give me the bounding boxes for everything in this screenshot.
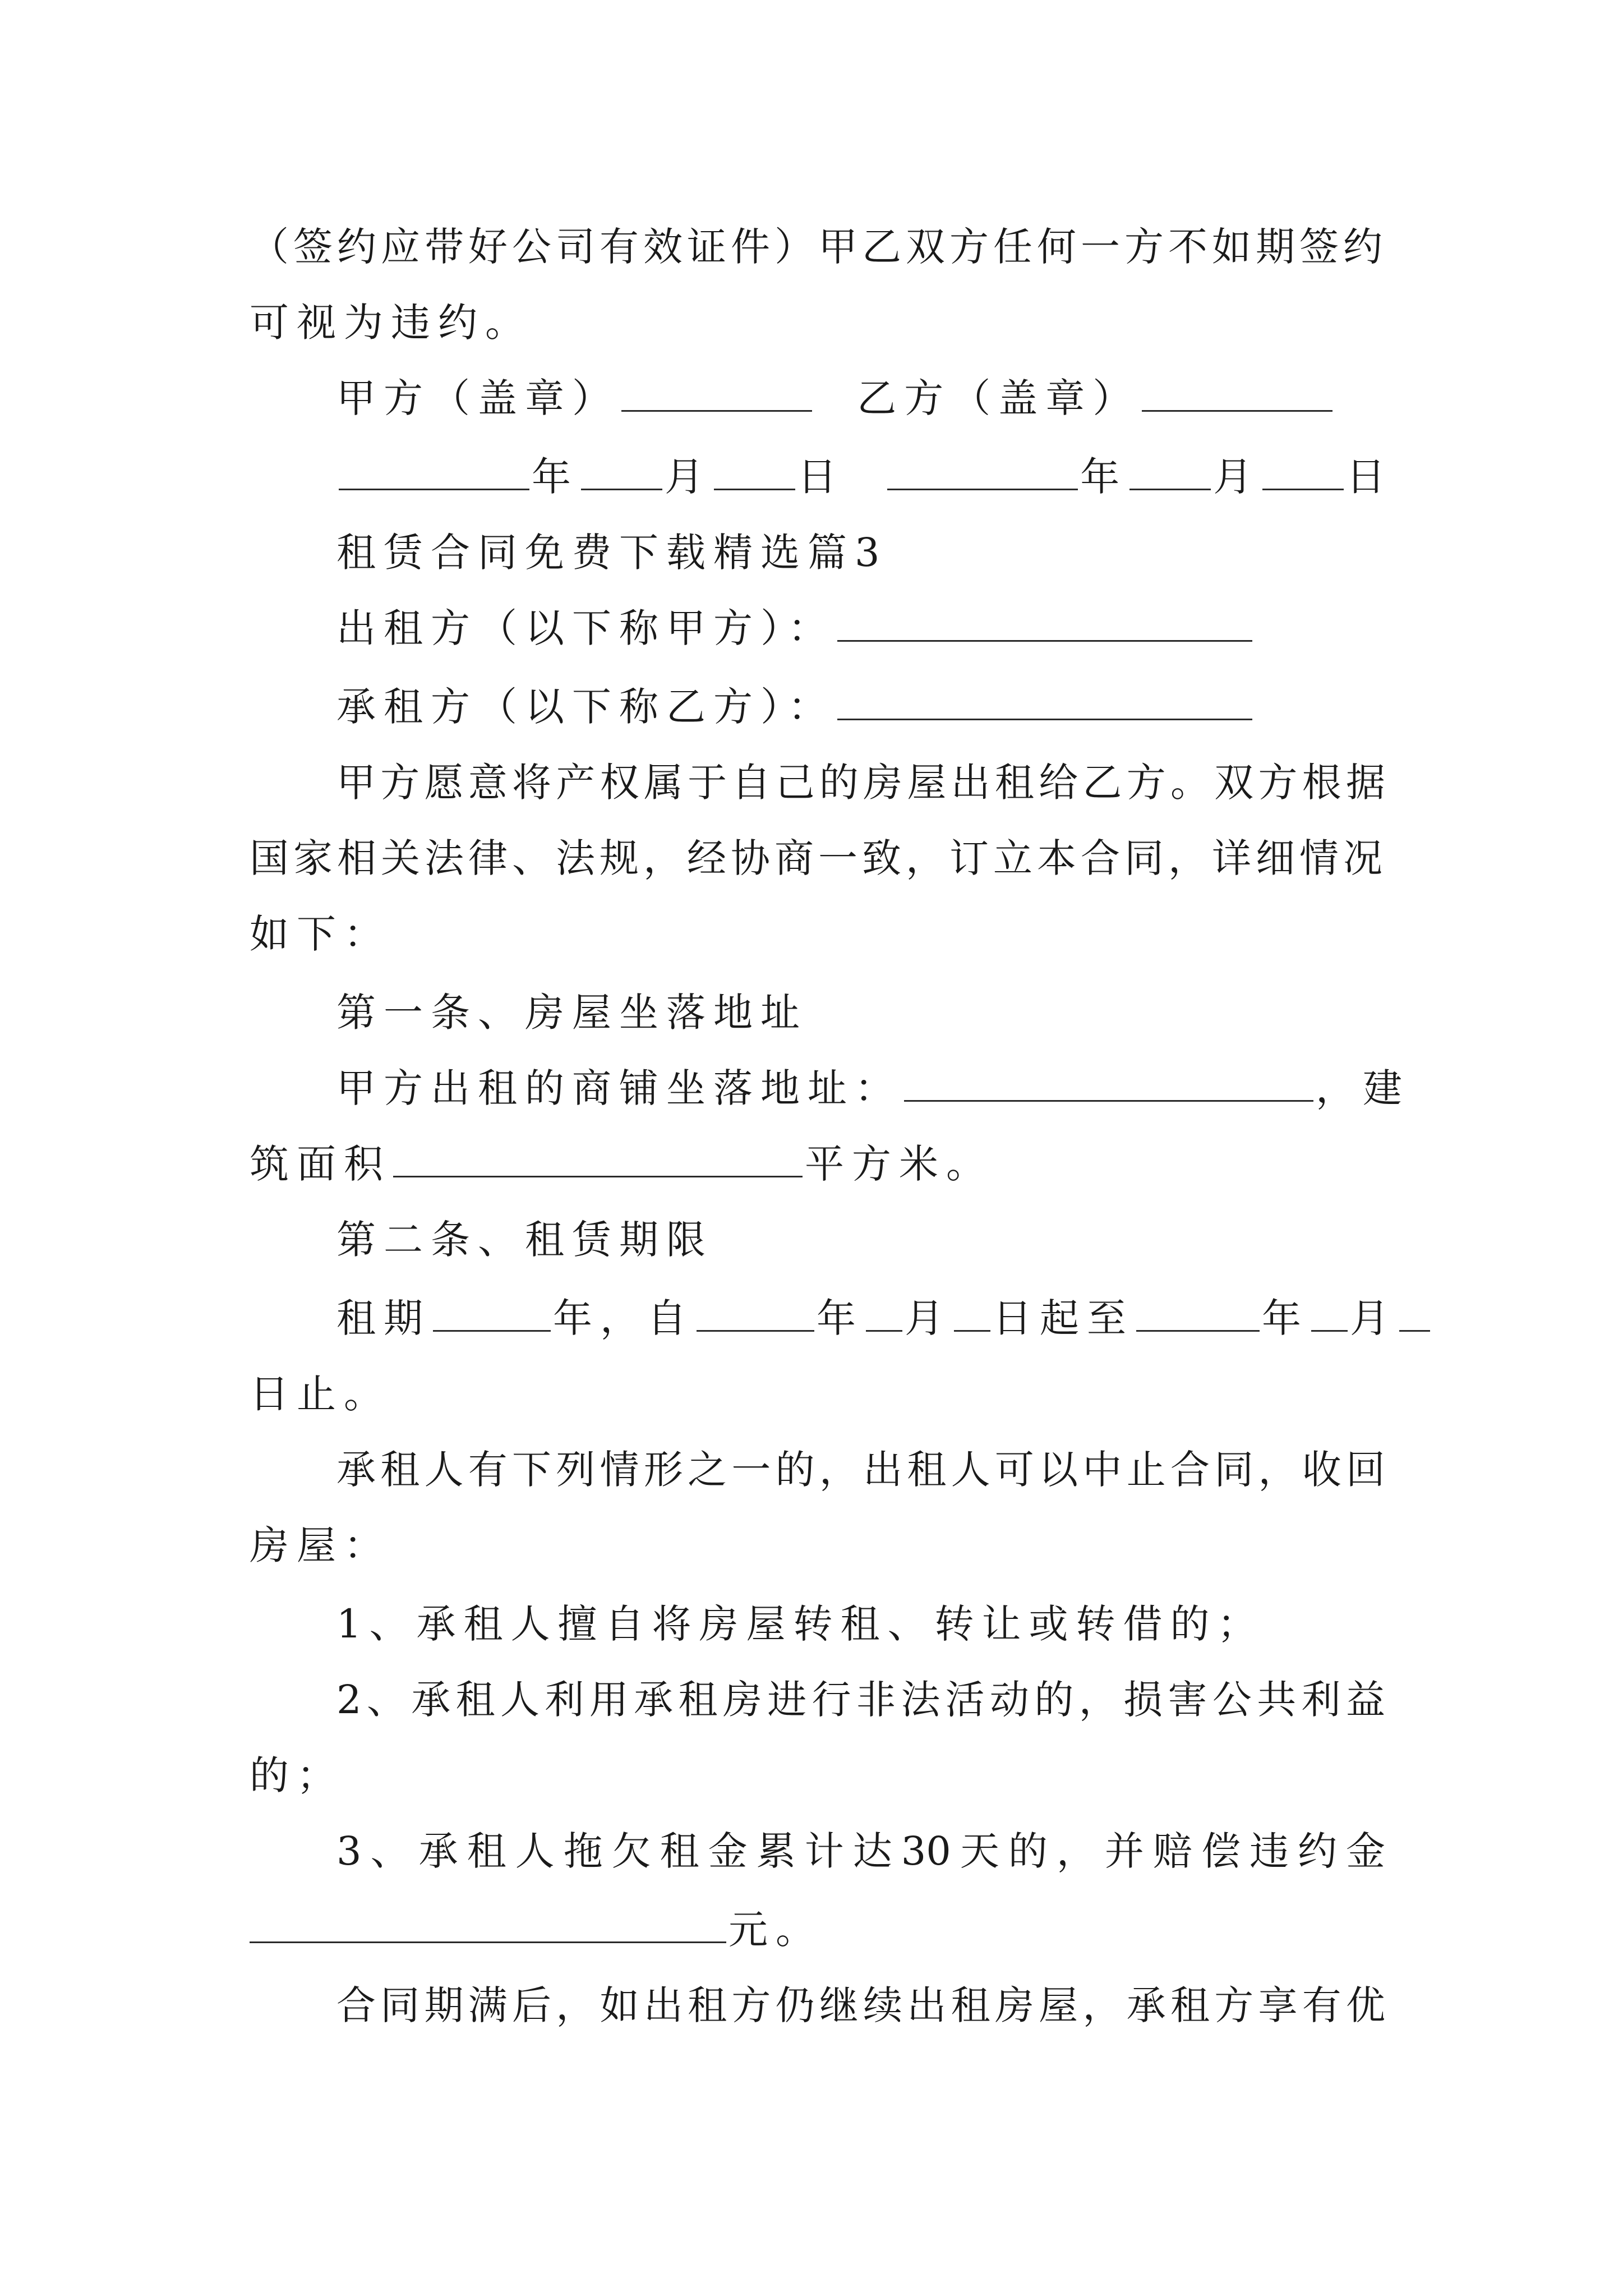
list-item: 1、承租人擅自将房屋转租、转让或转借的； bbox=[336, 1601, 1265, 1647]
address-suffix: ，建 bbox=[1316, 1065, 1410, 1111]
lessee-blank bbox=[837, 718, 1252, 720]
start-year-blank bbox=[697, 1329, 814, 1332]
party-b-seal-label: 乙方（盖章） bbox=[857, 375, 1140, 421]
list-item: 2、承租人利用承租房进行非法活动的，损害公共利益 bbox=[336, 1677, 1385, 1723]
paragraph-line: 的； bbox=[250, 1752, 344, 1798]
list-item: 3、承租人拖欠租金累计达30天的，并赔偿违约金 bbox=[336, 1828, 1385, 1874]
term-years-blank bbox=[433, 1329, 551, 1332]
month-blank bbox=[581, 488, 662, 490]
article-heading: 第二条、租赁期限 bbox=[336, 1217, 713, 1263]
paragraph-line: 合同期满后，如出租方仍继续出租房屋，承租方享有优 bbox=[336, 1982, 1385, 2028]
paragraph-line: 日止。 bbox=[250, 1371, 391, 1417]
party-b-seal-blank bbox=[1142, 409, 1332, 412]
year-blank bbox=[887, 488, 1078, 490]
month-blank bbox=[1129, 488, 1211, 490]
area-blank bbox=[393, 1175, 803, 1177]
month-label: 月 bbox=[665, 454, 712, 500]
end-year-blank bbox=[1136, 1329, 1260, 1332]
end-month-label: 月 bbox=[1350, 1295, 1397, 1341]
section-title: 租赁合同免费下载精选篇3 bbox=[336, 530, 888, 576]
start-day-label: 日起至 bbox=[993, 1295, 1134, 1341]
day-label: 日 bbox=[1346, 454, 1394, 500]
day-blank bbox=[1262, 488, 1344, 490]
penalty-unit: 元。 bbox=[728, 1907, 823, 1953]
end-day-blank bbox=[1399, 1329, 1430, 1332]
year-label: 年 bbox=[532, 454, 579, 500]
lessor-blank bbox=[837, 639, 1252, 642]
penalty-line bbox=[250, 1904, 1382, 1955]
address-blank bbox=[904, 1099, 1313, 1102]
term-line bbox=[336, 1293, 1397, 1343]
term-label: 租期 bbox=[336, 1295, 431, 1341]
lessor-label: 出租方（以下称甲方）： bbox=[336, 605, 835, 651]
party-a-seal-blank bbox=[621, 409, 812, 412]
paragraph-line: （签约应带好公司有效证件）甲乙双方任何一方不如期签约 bbox=[250, 224, 1382, 270]
term-from-label: 年，自 bbox=[553, 1295, 694, 1341]
area-unit: 平方米。 bbox=[805, 1141, 993, 1187]
lessor-line bbox=[336, 603, 1385, 654]
start-month-blank bbox=[866, 1329, 902, 1332]
paragraph-line: 可视为违约。 bbox=[250, 300, 532, 346]
date-line bbox=[336, 452, 1394, 502]
lessee-label: 承租方（以下称乙方）： bbox=[336, 684, 835, 730]
area-line bbox=[250, 1139, 1382, 1189]
start-day-blank bbox=[954, 1329, 990, 1332]
month-label: 月 bbox=[1213, 454, 1261, 500]
paragraph-line: 承租人有下列情形之一的，出租人可以中止合同，收回 bbox=[336, 1447, 1385, 1493]
day-blank bbox=[714, 488, 795, 490]
area-label: 筑面积 bbox=[250, 1141, 391, 1187]
end-month-blank bbox=[1311, 1329, 1348, 1332]
day-label: 日 bbox=[797, 454, 845, 500]
address-line bbox=[336, 1063, 1410, 1114]
address-label: 甲方出租的商铺坐落地址： bbox=[336, 1065, 902, 1111]
paragraph-line: 甲方愿意将产权属于自己的房屋出租给乙方。双方根据 bbox=[336, 760, 1385, 806]
paragraph-line: 如下： bbox=[250, 911, 391, 957]
signature-line bbox=[336, 373, 1385, 424]
start-year-label: 年 bbox=[817, 1295, 864, 1341]
end-year-label: 年 bbox=[1262, 1295, 1309, 1341]
lessee-line bbox=[336, 682, 1385, 732]
article-heading: 第一条、房屋坐落地址 bbox=[336, 990, 808, 1036]
paragraph-line: 国家相关法律、法规，经协商一致，订立本合同，详细情况 bbox=[250, 835, 1382, 881]
party-a-seal-label: 甲方（盖章） bbox=[336, 375, 619, 421]
year-label: 年 bbox=[1080, 454, 1128, 500]
paragraph-line: 房屋： bbox=[250, 1522, 391, 1568]
year-blank bbox=[339, 488, 529, 490]
penalty-blank bbox=[250, 1941, 726, 1943]
start-month-label: 月 bbox=[905, 1295, 952, 1341]
